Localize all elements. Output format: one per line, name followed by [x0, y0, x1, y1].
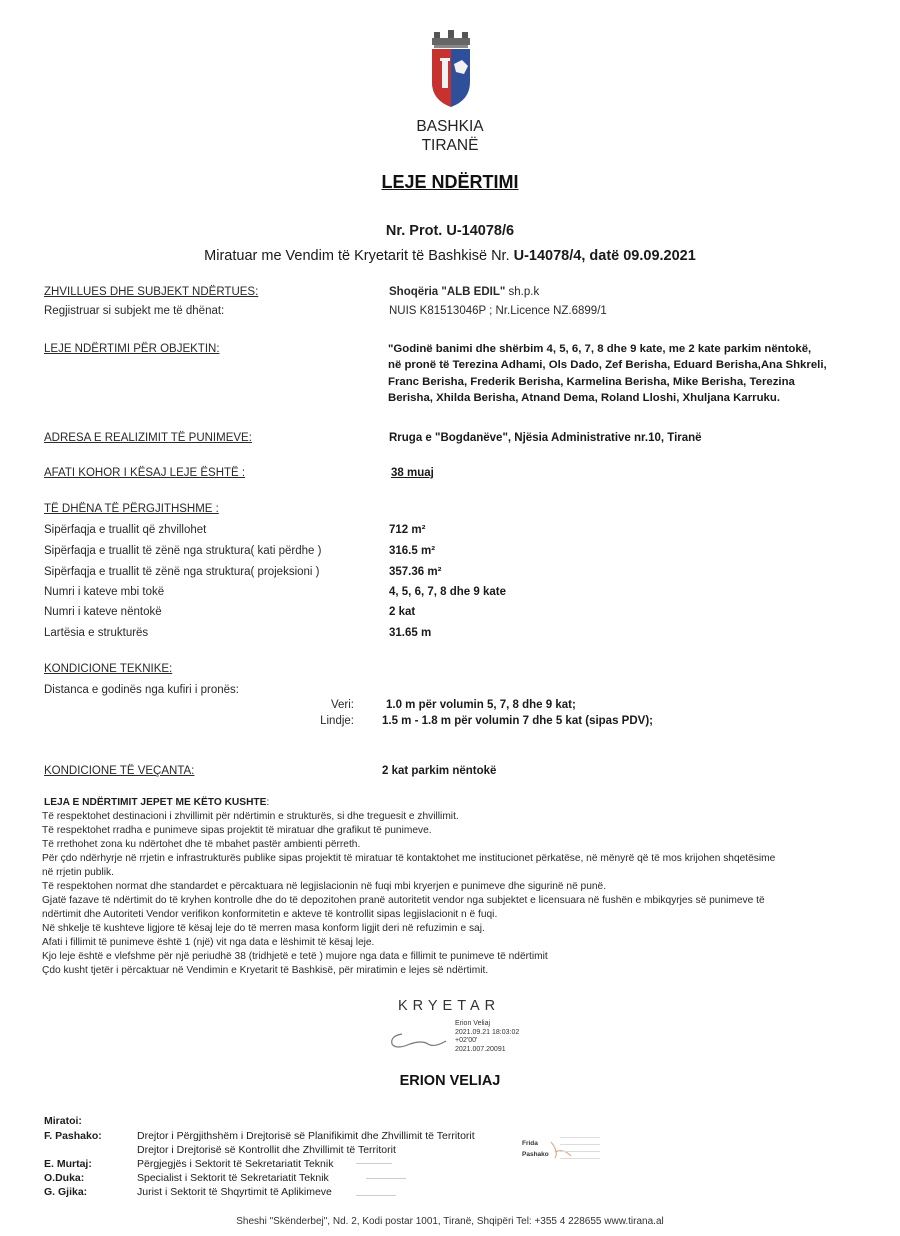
general-row-value: 2 kat [389, 606, 416, 618]
approver-role: Specialist i Sektorit të Sekretariatit Teknik [137, 1172, 329, 1184]
special-conditions-value: 2 kat parkim nëntokë [382, 765, 497, 777]
approver-role: Përgjegjës i Sektorit të Sekretariatit Teknik [137, 1158, 334, 1170]
signature-scribble [382, 1024, 452, 1054]
condition-line: Kjo leje është e vlefshme për një periudhë 38 (tridhjetë e tetë ) mujore nga data e fillimit te punimeve të ndërtimit [42, 951, 548, 962]
digital-signature-line: 2021.09.21 18:03:02 [455, 1028, 520, 1036]
footer-address: Sheshi "Skënderbej", Nd. 2, Kodi postar 1001, Tiranë, Shqipëri Tel: +355 4 228655 www.tirana.al [236, 1216, 664, 1227]
general-row-label: Numri i kateve nëntokë [44, 606, 162, 618]
conditions-heading-colon: : [266, 797, 270, 808]
developer-company: Shoqëria "ALB EDIL" [389, 286, 506, 298]
permit-object-line: "Godinë banimi dhe shërbim 4, 5, 6, 7, 8 dhe 9 kate, me 2 kate parkim nëntokë, [388, 343, 812, 355]
special-conditions-label: KONDICIONE TË VEÇANTA: [44, 765, 195, 777]
distance-direction: Veri: [330, 699, 354, 711]
developer-value [389, 286, 539, 298]
document-title: LEJE NDËRTIMI [381, 172, 519, 192]
digital-signature-line: 2021.007.20091 [455, 1045, 506, 1053]
condition-line: Në shkelje të kushteve ligjore të kësaj leje do të merren masa konform ligjit deri në refuzimin e saj. [42, 923, 485, 934]
conditions-heading [44, 797, 269, 808]
approver-name: E. Murtaj: [44, 1158, 92, 1170]
approver-name: F. Pashako: [44, 1130, 102, 1142]
general-row-label: Numri i kateve mbi tokë [44, 586, 165, 598]
condition-line: ndërtimit dhe Autoriteti Vendor verifikon konformitetin e akteve të kontrollit sipas legjislacionit n ë fuqi. [42, 909, 498, 920]
condition-line: Të respektohet rradha e punimeve sipas projektit të miratuar dhe grafikut të punimeve. [42, 825, 432, 836]
condition-line: Të respektohen normat dhe standardet e përcaktuara në legjislacionin në fuqi mbi kryerjen e punimeve dhe sigurinë në punë. [42, 881, 607, 892]
distance-value: 1.0 m për volumin 5, 7, 8 dhe 9 kat; [386, 699, 576, 711]
general-row-label: Sipërfaqja e truallit të zënë nga struktura( projeksioni ) [44, 566, 320, 578]
permit-object-label: LEJE NDËRTIMI PËR OBJEKTIN: [44, 343, 220, 355]
permit-object-line: në pronë të Terezina Adhami, Ols Dado, Zef Berisha, Eduard Berisha,Ana Shkreli, [388, 359, 827, 372]
approvals-heading: Miratoi: [44, 1115, 82, 1127]
approver-role: Drejtor i Drejtorisë së Kontrollit dhe Zhvillimit të Territorit [137, 1144, 396, 1156]
permit-object-line: Berisha, Xhilda Berisha, Atnand Dema, Roland Lloshi, Xhuljana Karruku. [388, 391, 781, 404]
general-row-label: Sipërfaqja e truallit që zhvillohet [44, 524, 207, 536]
permit-object-text [388, 341, 827, 406]
condition-line: Çdo kusht tjetër i përcaktuar në Vendimin e Kryetarit të Bashkisë, për miratimin e lejes së ndërtimit. [42, 965, 489, 976]
permit-object-line: Franc Berisha, Frederik Berisha, Karmelina Berisha, Mike Berisha, Terezina [388, 375, 795, 388]
conditions-heading-text: LEJA E NDËRTIMIT JEPET ME KËTO KUSHTE [44, 797, 267, 808]
distance-label: Distanca e godinës nga kufiri i pronës: [44, 684, 239, 696]
mayor-name: ERION VELIAJ [399, 1073, 501, 1089]
approval-line [0, 248, 900, 264]
registration-label: Regjistruar si subjekt me të dhënat: [44, 305, 225, 317]
developer-label: ZHVILLUES DHE SUBJEKT NDËRTUES: [44, 286, 259, 298]
stamp-name-line: Frida [522, 1140, 538, 1147]
distance-value: 1.5 m - 1.8 m për volumin 7 dhe 5 kat (sipas PDV); [382, 715, 653, 727]
address-value: Rruga e "Bogdanëve", Njësia Administrative nr.10, Tiranë [389, 432, 702, 444]
approval-number: U-14078/4, datë 09.09.2021 [513, 248, 696, 264]
signature-title: KRYETAR [398, 998, 501, 1014]
digital-signature-details [455, 1020, 519, 1054]
stamp-name-line: Pashako [522, 1151, 549, 1158]
signature-stamp-mark [356, 1195, 396, 1196]
general-row-value: 712 m² [389, 524, 426, 536]
general-row-value: 31.65 m [389, 627, 432, 639]
general-row-value: 316.5 m² [389, 545, 436, 557]
general-row-value: 357.36 m² [389, 566, 442, 578]
condition-line: Të respektohet destinacioni i zhvillimit për ndërtimin e strukturës, si dhe treguesit e zhvillimit. [42, 811, 459, 822]
general-row-label: Sipërfaqja e truallit të zënë nga struktura( kati përdhe ) [44, 545, 322, 557]
digital-signature-line: +02'00' [455, 1037, 478, 1044]
municipality-crest [428, 30, 474, 108]
stamp-fine-print [560, 1137, 600, 1162]
developer-company-suffix: sh.p.k [505, 286, 540, 298]
distance-direction: Lindje: [320, 715, 354, 727]
protocol-number: Nr. Prot. U-14078/6 [385, 223, 515, 239]
digital-signature-line: Erion Veliaj [455, 1020, 491, 1027]
signature-stamp-mark [366, 1178, 406, 1179]
approver-name: G. Gjika: [44, 1186, 88, 1198]
general-data-heading: TË DHËNA TË PËRGJITHSHME : [44, 503, 219, 515]
condition-line: në rrjetin publik. [42, 867, 114, 878]
duration-value: 38 muaj [391, 467, 434, 479]
registration-value: NUIS K81513046P ; Nr.Licence NZ.6899/1 [389, 305, 607, 317]
technical-heading: KONDICIONE TEKNIKE: [44, 663, 173, 675]
address-label: ADRESA E REALIZIMIT TË PUNIMEVE: [44, 432, 252, 444]
general-row-value: 4, 5, 6, 7, 8 dhe 9 kate [389, 586, 506, 598]
approval-prefix: Miratuar me Vendim të Kryetarit të Bashkisë Nr. [204, 248, 514, 264]
approver-name: O.Duka: [44, 1172, 85, 1184]
approver-role: Jurist i Sektorit të Shqyrtimit të Aplikimeve [137, 1186, 332, 1198]
general-row-label: Lartësia e strukturës [44, 627, 149, 639]
duration-label: AFATI KOHOR I KËSAJ LEJE ËSHTË : [44, 467, 246, 479]
condition-line: Gjatë fazave të ndërtimit do të kryhen kontrolle dhe do të depozitohen pranë autoritetit vendor nga subjektet e licensuara në fushën e mbikqyrjes së punimeve të [42, 895, 765, 906]
condition-line: Për çdo ndërhyrje në rrjetin e infrastrukturës publike sipas projektit të miratuar të kontaktohet me institucionet përkatëse, në mënyrë që të mos krijohen shqetësime [42, 853, 776, 864]
municipality-name: BASHKIA TIRANË [416, 118, 484, 154]
condition-line: Të rrethohet zona ku ndërtohet dhe të mbahet pastër ambienti përreth. [42, 839, 361, 850]
condition-line: Afati i fillimit të punimeve është 1 (një) vit nga data e lëshimit të kësaj leje. [42, 937, 375, 948]
approver-role: Drejtor i Përgjithshëm i Drejtorisë së Planifikimit dhe Zhvillimit të Territorit [137, 1130, 475, 1142]
signature-stamp-mark [356, 1163, 392, 1164]
